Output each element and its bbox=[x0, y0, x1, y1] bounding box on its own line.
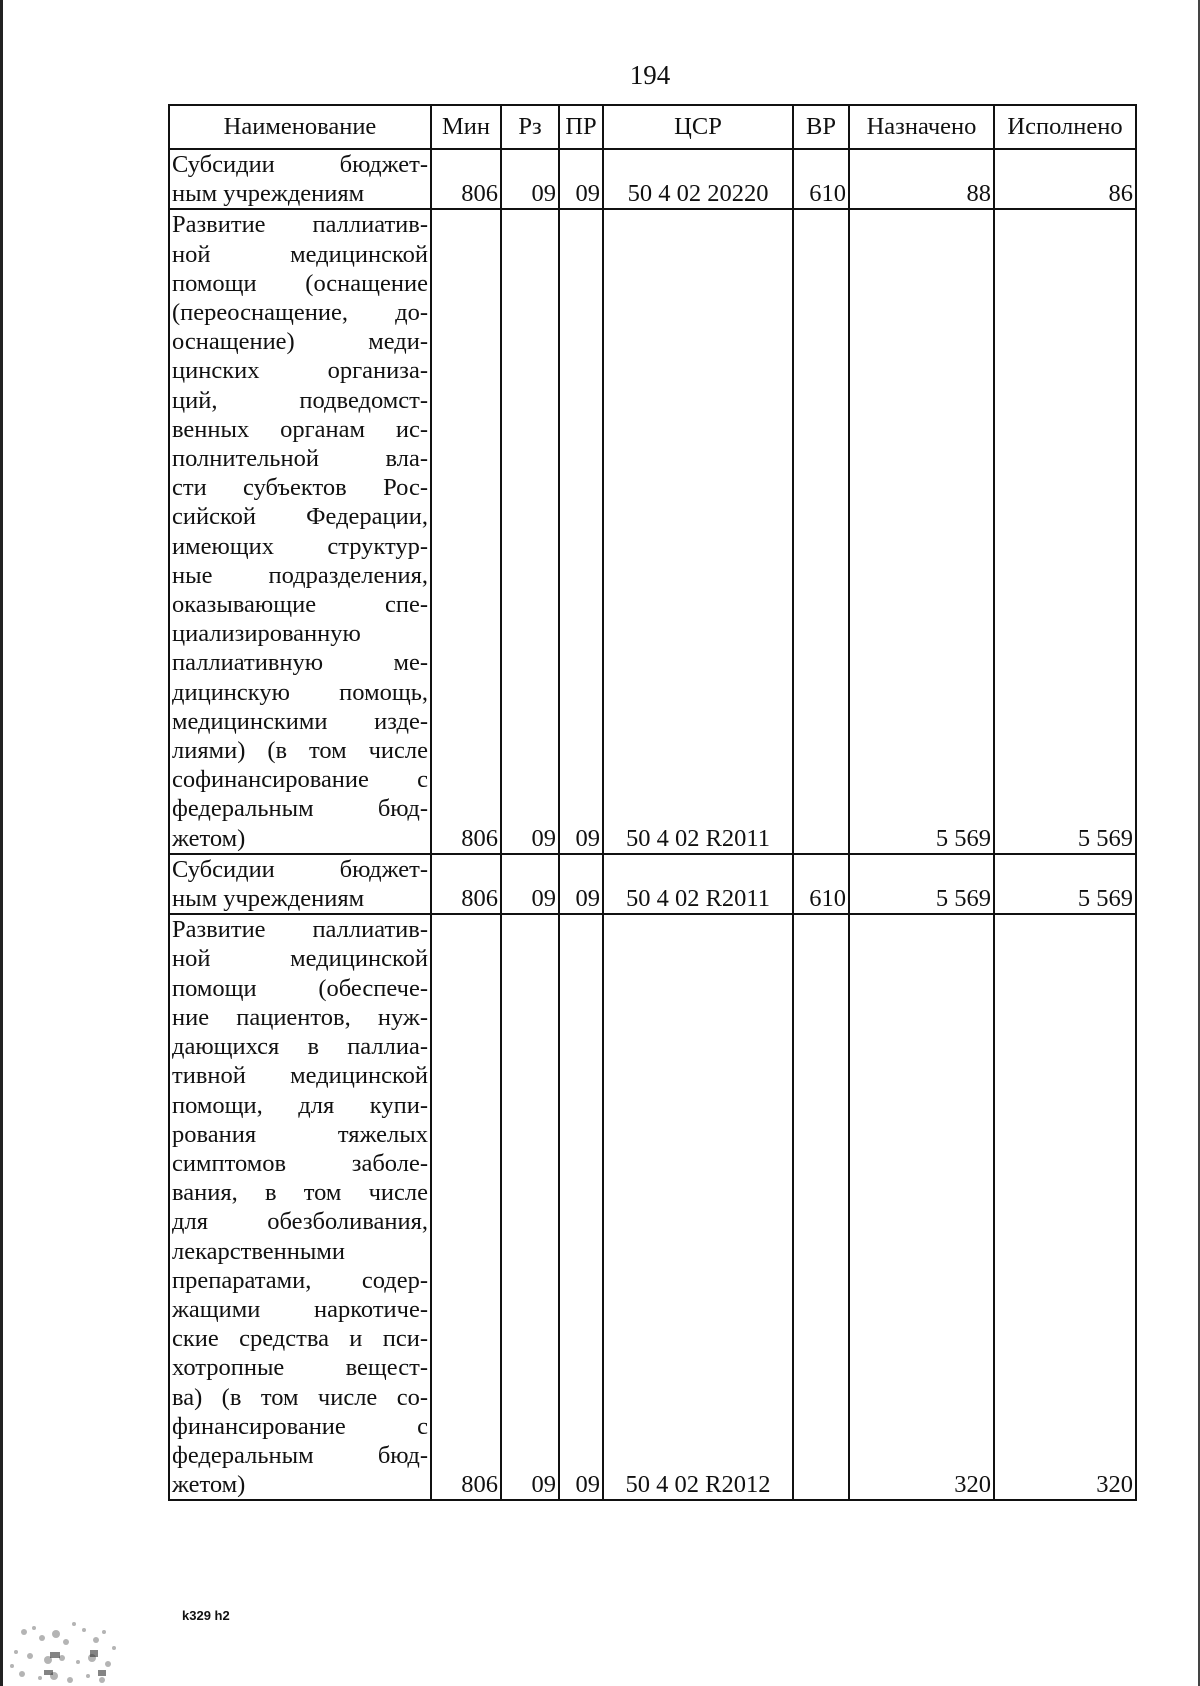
row-name-line: сийской Федерации, bbox=[172, 503, 428, 531]
table-row bbox=[169, 209, 1136, 853]
row-vr-cell: 610 bbox=[793, 149, 849, 209]
row-name-line: федеральным бюд- bbox=[172, 795, 428, 823]
row-name-line: жетом) bbox=[172, 824, 246, 852]
row-name-line: вания, в том числе bbox=[172, 1179, 428, 1207]
scan-smudge-mark bbox=[4, 1612, 120, 1686]
row-pr-cell: 09 bbox=[559, 209, 603, 853]
row-name-line: паллиативную ме- bbox=[172, 649, 428, 677]
row-executed-cell: 5 569 bbox=[994, 209, 1136, 853]
row-name-line: венных органам ис- bbox=[172, 415, 428, 443]
row-name-line: имеющих структур- bbox=[172, 532, 428, 560]
row-name-line: дицинскую помощь, bbox=[172, 678, 428, 706]
row-name-line: (переоснащение, до- bbox=[172, 299, 428, 327]
row-min-cell: 806 bbox=[431, 854, 501, 914]
row-pr-cell: 09 bbox=[559, 149, 603, 209]
table-header-row bbox=[169, 105, 1136, 149]
row-name-line: оказывающие спе- bbox=[172, 591, 428, 619]
row-name-line: помощи (оснащение bbox=[172, 269, 428, 297]
row-name-line: жетом) bbox=[172, 1471, 246, 1499]
row-name-line: софинансирование с bbox=[172, 766, 428, 794]
col-header-name: Наименование bbox=[169, 105, 431, 149]
col-header-csr: ЦСР bbox=[603, 105, 793, 149]
row-name-line: лиями) (в том числе bbox=[172, 737, 428, 765]
table-body bbox=[169, 149, 1136, 1500]
row-pr-cell: 09 bbox=[559, 914, 603, 1500]
row-name-line: Развитие паллиатив- bbox=[172, 211, 428, 239]
row-name-line: для обезболивания, bbox=[172, 1208, 428, 1236]
row-min-cell: 806 bbox=[431, 914, 501, 1500]
row-name-line: рования тяжелых bbox=[172, 1120, 428, 1148]
row-csr-cell: 50 4 02 R2011 bbox=[603, 209, 793, 853]
row-name-line: ние пациентов, нуж- bbox=[172, 1003, 428, 1031]
row-name-line: препаратами, содер- bbox=[172, 1266, 428, 1294]
table-row bbox=[169, 149, 1136, 209]
row-name-line: цинских организа- bbox=[172, 357, 428, 385]
row-csr-cell: 50 4 02 R2011 bbox=[603, 854, 793, 914]
row-vr-cell: 610 bbox=[793, 854, 849, 914]
row-name-line: Субсидии бюджет- bbox=[172, 855, 428, 883]
col-header-executed: Исполнено bbox=[994, 105, 1136, 149]
row-min-cell: 806 bbox=[431, 149, 501, 209]
row-vr-cell bbox=[793, 209, 849, 853]
row-name-line: симптомов заболе- bbox=[172, 1149, 428, 1177]
col-header-rz: Рз bbox=[501, 105, 559, 149]
row-name-line: Субсидии бюджет- bbox=[172, 151, 428, 178]
row-name-line: лекарственными bbox=[172, 1237, 345, 1265]
row-pr-cell: 09 bbox=[559, 854, 603, 914]
col-header-vr: ВР bbox=[793, 105, 849, 149]
row-name-line: помощи, для купи- bbox=[172, 1091, 428, 1119]
row-rz-cell: 09 bbox=[501, 149, 559, 209]
row-name-line: ным учреждениям bbox=[172, 180, 365, 208]
row-assigned-cell: 320 bbox=[849, 914, 994, 1500]
row-name-cell bbox=[169, 209, 431, 853]
row-executed-cell: 5 569 bbox=[994, 854, 1136, 914]
row-name-line: ва) (в том числе со- bbox=[172, 1383, 428, 1411]
row-name-line: ным учреждениям bbox=[172, 885, 365, 913]
row-name-line: хотропные вещест- bbox=[172, 1354, 428, 1382]
table-row bbox=[169, 914, 1136, 1500]
row-assigned-cell: 88 bbox=[849, 149, 994, 209]
row-name-line: жащими наркотиче- bbox=[172, 1295, 428, 1323]
row-csr-cell: 50 4 02 20220 bbox=[603, 149, 793, 209]
row-name-line: медицинскими изде- bbox=[172, 707, 428, 735]
row-rz-cell: 09 bbox=[501, 209, 559, 853]
row-name-line: ские средства и пси- bbox=[172, 1325, 428, 1353]
row-name-line: оснащение) меди- bbox=[172, 328, 428, 356]
row-name-line: Развитие паллиатив- bbox=[172, 916, 428, 944]
row-name-cell bbox=[169, 149, 431, 209]
col-header-assigned: Назначено bbox=[849, 105, 994, 149]
page-left-edge bbox=[0, 0, 3, 1686]
row-name-line: финансирование с bbox=[172, 1412, 428, 1440]
col-header-pr: ПР bbox=[559, 105, 603, 149]
row-rz-cell: 09 bbox=[501, 854, 559, 914]
row-assigned-cell: 5 569 bbox=[849, 209, 994, 853]
row-name-line: дающихся в паллиа- bbox=[172, 1033, 428, 1061]
col-header-min: Мин bbox=[431, 105, 501, 149]
row-name-line: федеральным бюд- bbox=[172, 1441, 428, 1469]
row-name-line: тивной медицинской bbox=[172, 1062, 428, 1090]
page-number: 194 bbox=[629, 60, 671, 90]
row-name-line: полнительной вла- bbox=[172, 445, 428, 473]
row-name-line: ной медицинской bbox=[172, 945, 428, 973]
row-rz-cell: 09 bbox=[501, 914, 559, 1500]
row-name-line: ций, подведомст- bbox=[172, 386, 428, 414]
footer-code: k329 h2 bbox=[182, 1608, 230, 1623]
row-vr-cell bbox=[793, 914, 849, 1500]
row-name-line: сти субъектов Рос- bbox=[172, 474, 428, 502]
row-executed-cell: 86 bbox=[994, 149, 1136, 209]
row-name-line: ные подразделения, bbox=[172, 561, 428, 589]
row-name-cell bbox=[169, 914, 431, 1500]
row-name-line: помощи (обеспече- bbox=[172, 974, 428, 1002]
row-min-cell: 806 bbox=[431, 209, 501, 853]
row-executed-cell: 320 bbox=[994, 914, 1136, 1500]
table-row bbox=[169, 854, 1136, 914]
row-name-cell bbox=[169, 854, 431, 914]
row-assigned-cell: 5 569 bbox=[849, 854, 994, 914]
row-name-line: ной медицинской bbox=[172, 240, 428, 268]
row-name-line: циализированную bbox=[172, 620, 361, 648]
row-csr-cell: 50 4 02 R2012 bbox=[603, 914, 793, 1500]
budget-table bbox=[168, 104, 1137, 1501]
